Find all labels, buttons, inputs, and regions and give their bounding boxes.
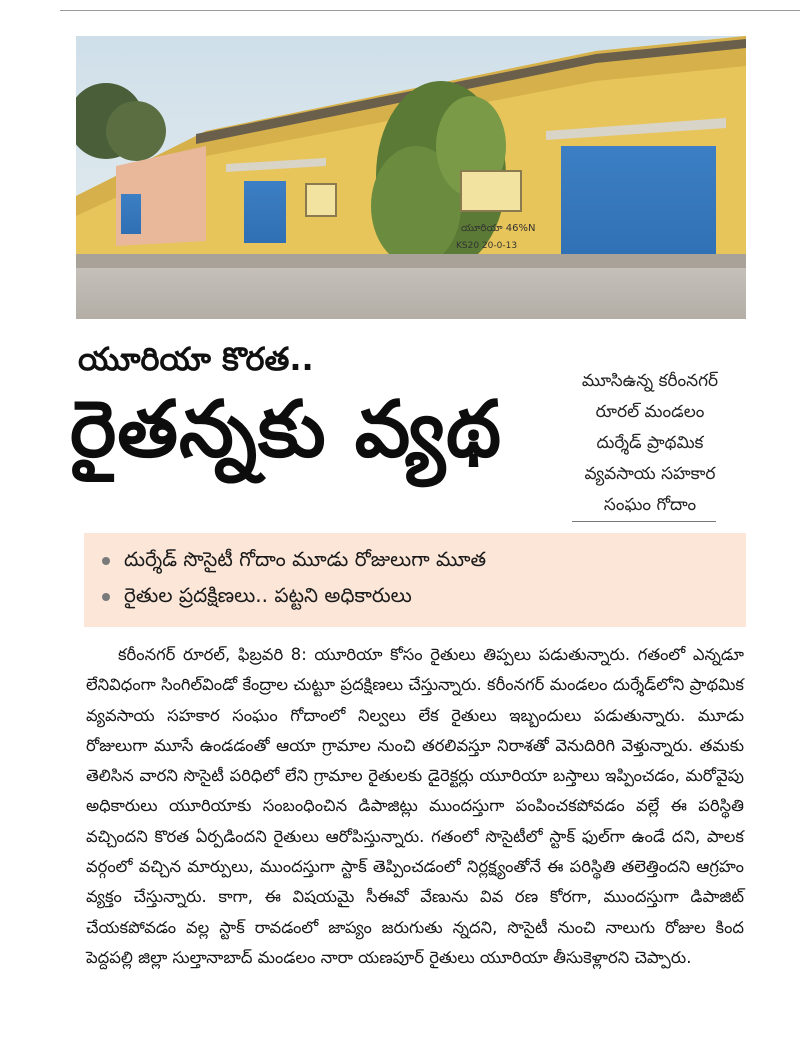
kicker: యూరియా కొరత.. [78, 340, 314, 378]
caption-line: దుర్శేడ్ ప్రాథమిక [596, 433, 704, 453]
article-body [86, 640, 744, 973]
caption-line: మూసిఉన్న కరీంనగర్ [581, 371, 719, 391]
highlight-item [102, 583, 412, 612]
article-paragraph: కరీంనగర్ రూరల్, ఫిబ్రవరి 8: యూరియా కోసం రైతులు తిప్పలు పడుతున్నారు. గతంలో ఎన్నడూ లేనివిధంగా సింగిల్‌విండో కేంద్రాల చుట్టూ ప్రదక్షిణలు చేస్తున్నారు. కరీంనగర్ మండలం దుర్శేడ్‌లోని ప్రాథమిక వ్యవసాయ సహకార సంఘం గోదాంలో నిల్వలు లేక రైతులు ఇబ్బందులు పడుతున్నారు. మూడు రోజులుగా మూసే ఉండడంతో ఆయా గ్రామాల నుంచి తరలివస్తూ నిరాశతో వెనుదిరిగి వెళ్తున్నారు. తమకు తెలిసిన వారని సొసైటీ పరిధిలో లేని గ్రామాల రైతులకు డైరెక్టర్లు యూరియా బస్తాలు ఇప్పించడం, మరోవైపు అధికారులు యూరియాకు సంబంధించిన డిపాజిట్లు ముందస్తుగా పంపించకపోవడం వల్లే ఈ పరిస్థితి వచ్చిందని కొరత ఏర్పడిందని రైతులు ఆరోపిస్తున్నారు. గతంలో సొసైటీలో స్టాక్ ఫుల్‌గా ఉండే దని, పాలక వర్గంలో వచ్చిన మార్పులు, ముందస్తుగా స్టాక్ తెప్పించడంలో నిర్లక్ష్యంతోనే ఈ పరిస్థితి తలెత్తిందని ఆగ్రహం వ్యక్తం చేస్తున్నారు. కాగా, ఈ విషయమై సీఈవో వేణును వివ రణ కోరగా, ముందస్తుగా డిపాజిట్ చేయకపోవడం వల్ల స్టాక్ రావడంలో జాప్యం జరుగుతు న్నదని, సొసైటీ నుంచి నాలుగు రోజుల కింద పెద్దపల్లి జిల్లా సుల్తానాబాద్ మండలం నారా యణపూర్ రైతులు యూరియా తీసుకెళ్లారని చెప్పారు. [86, 645, 744, 967]
wall-text-1: యూరియా 46%N [461, 223, 536, 234]
warehouse-photo [76, 36, 746, 319]
top-rule [60, 10, 800, 11]
caption-line: సంఘం గోదాం [603, 495, 697, 515]
photo-caption [566, 366, 734, 521]
bullet-icon [102, 557, 110, 565]
highlights-box [84, 533, 746, 627]
caption-line: రూరల్ మండలం [595, 402, 705, 422]
highlight-text: రైతుల ప్రదక్షిణలు.. పట్టని అధికారులు [124, 583, 412, 607]
caption-rule [572, 521, 716, 522]
highlight-text: దుర్శేడ్ సొసైటీ గోదాం మూడు రోజులుగా మూత [124, 547, 487, 571]
wall-text-2: KS20 20-0-13 [456, 241, 518, 251]
headline: రైతన్నకు వ్యథ [70, 385, 503, 475]
highlight-item [102, 547, 486, 576]
bullet-icon [102, 593, 110, 601]
caption-line: వ్యవసాయ సహకార [584, 464, 716, 484]
